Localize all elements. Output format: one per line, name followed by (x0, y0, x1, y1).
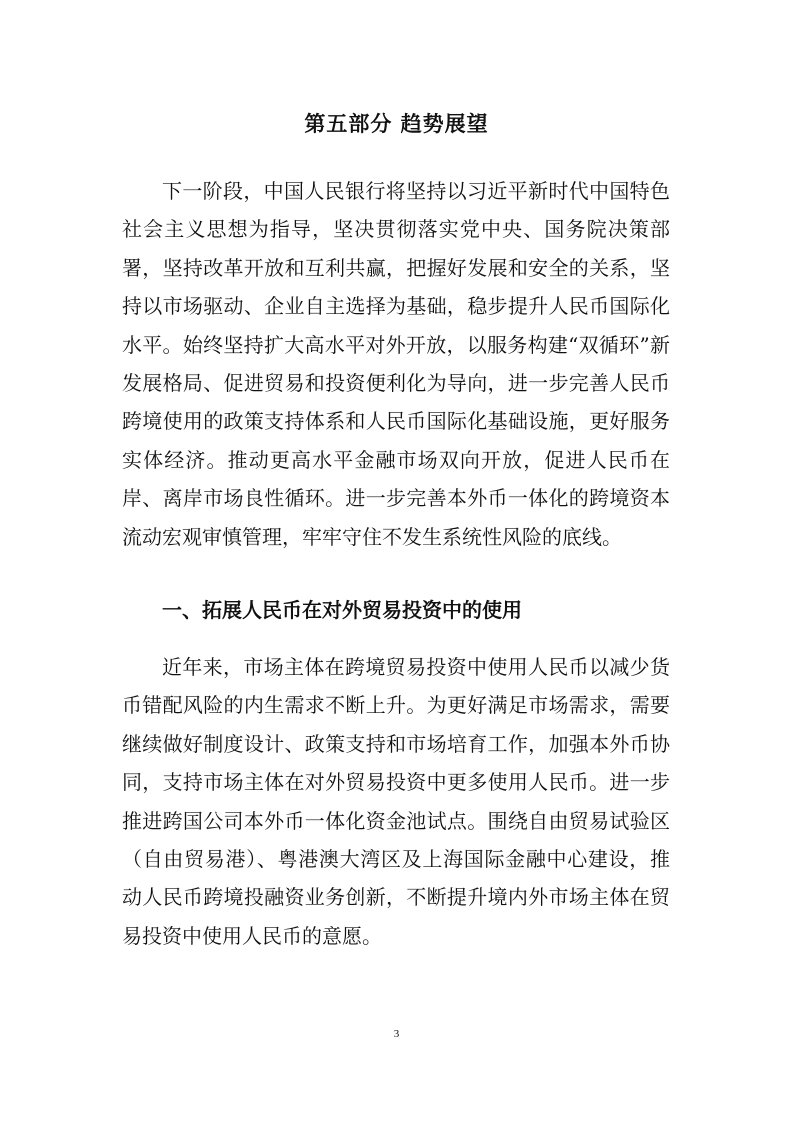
subsection-paragraph: 近年来，市场主体在跨境贸易投资中使用人民币以减少货币错配风险的内生需求不断上升。为更好满足市场需求，需要继续做好制度设计、政策支持和市场培育工作，加强本外币协同，支持市场主体在对外贸易投资中更多使用人民币。进一步推进跨国公司本外币一体化资金池试点。围绕自由贸易试验区（自由贸易港）、粤港澳大湾区及上海国际金融中心建设，推动人民币跨境投融资业务创新，不断提升境内外市场主体在贸易投资中使用人民币的意愿。 (122, 655, 670, 948)
section-title: 第五部分 趋势展望 (304, 112, 489, 136)
subsection-heading: 一、拓展人民币在对外贸易投资中的使用 (162, 598, 522, 622)
intro-paragraph: 下一阶段，中国人民银行将坚持以习近平新时代中国特色社会主义思想为指导，坚决贯彻落实党中央、国务院决策部署，坚持改革开放和互利共赢，把握好发展和安全的关系，坚持以市场驱动、企业自主选择为基础，稳步提升人民币国际化水平。始终坚持扩大高水平对外开放，以服务构建“双循环”新发展格局、促进贸易和投资便利化为导向，进一步完善人民币跨境使用的政策支持体系和人民币国际化基础设施，更好服务实体经济。推动更高水平金融市场双向开放，促进人民币在岸、离岸市场良性循环。进一步完善本外币一体化的跨境资本流动宏观审慎管理，牢牢守住不发生系统性风险的底线。 (122, 179, 670, 549)
page-number: 3 (393, 1028, 400, 1040)
